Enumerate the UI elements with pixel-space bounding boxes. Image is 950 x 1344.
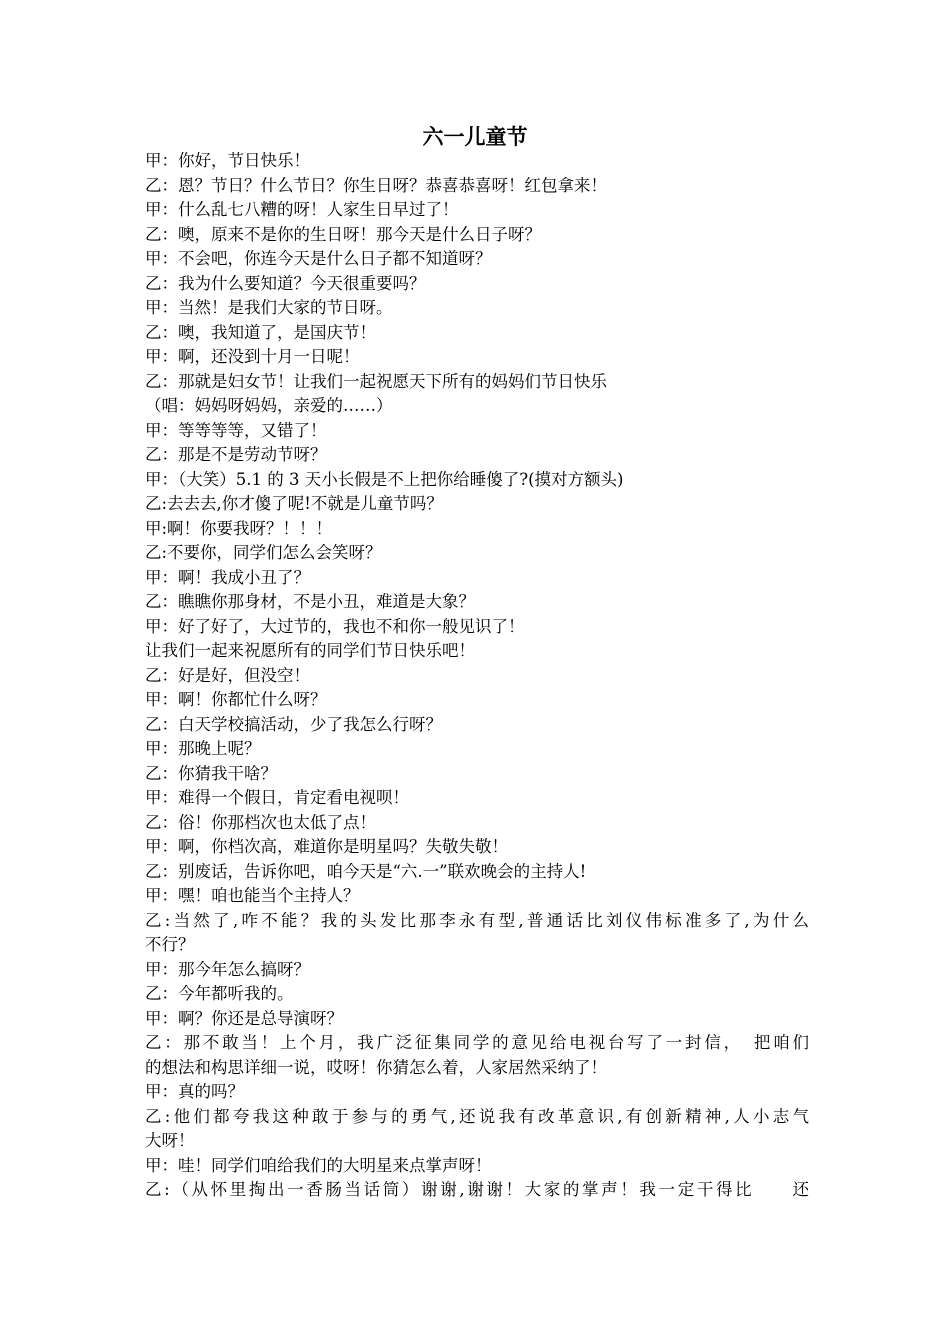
dialogue-line: 乙：那不敢当！上个月，我广泛征集同学的意见给电视台写了一封信， 把咱们 [145,1033,809,1052]
dialogue-line: 乙：我为什么要知道？今天很重要吗？ [145,273,426,293]
dialogue-line: 甲：（大笑）5.1 的 3 天小长假是不上把你给睡傻了?(摸对方额头) [145,469,624,489]
dialogue-line: 甲：难得一个假日，肯定看电视呗！ [145,788,409,807]
dialogue-line: 乙：白天学校搞活动，少了我怎么行呀？ [145,714,442,734]
dialogue-line: 大呀！ [145,1131,195,1150]
dialogue-line: 乙：那就是妇女节！让我们一起祝愿天下所有的妈妈们节日快乐 [145,371,607,391]
dialogue-line: 甲：那今年怎么搞呀？ [145,959,310,979]
dialogue-line: 乙:（从怀里掏出一香肠当话筒）谢谢,谢谢！大家的掌声！我一定干得比 还 [145,1180,809,1199]
dialogue-line: 让我们一起来祝愿所有的同学们节日快乐吧！ [145,641,475,660]
dialogue-line: 甲：什么乱七八糟的呀！人家生日早过了！ [145,200,459,219]
dialogue-line: 甲：不会吧，你连今天是什么日子都不知道呀？ [145,249,492,268]
dialogue-line: 乙：恩？节日？什么节日？你生日呀？恭喜恭喜呀！红包拿来！ [145,175,607,195]
dialogue-line: 乙:当然了,咋不能？我的头发比那李永有型,普通话比刘仪伟标准多了,为什么 [145,910,809,930]
dialogue-line: 甲：当然！是我们大家的节日呀。 [145,298,393,317]
dialogue-line: 乙：噢，我知道了，是国庆节！ [145,322,376,342]
dialogue-line: 乙：好是好，但没空！ [145,665,310,685]
dialogue-line: 乙：噢，原来不是你的生日呀！那今天是什么日子呀？ [145,224,541,244]
dialogue-line: 不行？ [145,935,195,954]
dialogue-line: 甲：你好，节日快乐！ [145,151,310,170]
dialogue-line: 甲:啊！你要我呀？！！！ [145,518,333,538]
dialogue-line: 乙：别废话，告诉你吧，咱今天是“六.一”联欢晚会的主持人! [145,861,587,881]
dialogue-line: 乙:他们都夸我这种敢于参与的勇气,还说我有改革意识,有创新精神,人小志气 [145,1106,809,1126]
dialogue-line: 甲：好了好了，大过节的，我也不和你一般见识了！ [145,616,525,636]
dialogue-line: 甲：啊！你都忙什么呀？ [145,690,327,709]
dialogue-line: 乙:不要你，同学们怎么会笑呀？ [145,543,382,562]
dialogue-line: （唱：妈妈呀妈妈，亲爱的……） [145,396,393,415]
page-title: 六一儿童节 [422,125,528,149]
dialogue-line: 甲：真的吗？ [145,1082,244,1101]
dialogue-line: 甲：啊，还没到十月一日呢！ [145,347,360,366]
dialogue-line: 乙：你猜我干啥？ [145,763,277,783]
dialogue-line: 甲：啊？你还是总导演呀？ [145,1008,343,1028]
dialogue-line: 甲：嘿！咱也能当个主持人？ [145,886,360,905]
dialogue-line: 乙：瞧瞧你那身材，不是小丑，难道是大象？ [145,592,475,611]
dialogue-line: 乙:去去去,你才傻了呢!不就是儿童节吗？ [145,494,443,513]
dialogue-line: 乙：俗！你那档次也太低了点！ [145,812,376,832]
dialogue-line: 的想法和构思详细一说，哎呀！你猜怎么着，人家居然采纳了！ [145,1057,607,1077]
dialogue-line: 乙：那是不是劳动节呀？ [145,445,327,464]
dialogue-line: 甲：啊，你档次高，难道你是明星吗？失敬失敬！ [145,837,508,856]
dialogue-line: 乙：今年都听我的。 [145,984,294,1003]
dialogue-line: 甲：那晚上呢？ [145,739,261,758]
dialogue-body [145,149,809,1203]
dialogue-line: 甲：哇！同学们咱给我们的大明星来点掌声呀！ [145,1155,492,1175]
dialogue-line: 甲：等等等等，又错了！ [145,420,327,440]
dialogue-line: 甲：啊！我成小丑了？ [145,567,310,587]
